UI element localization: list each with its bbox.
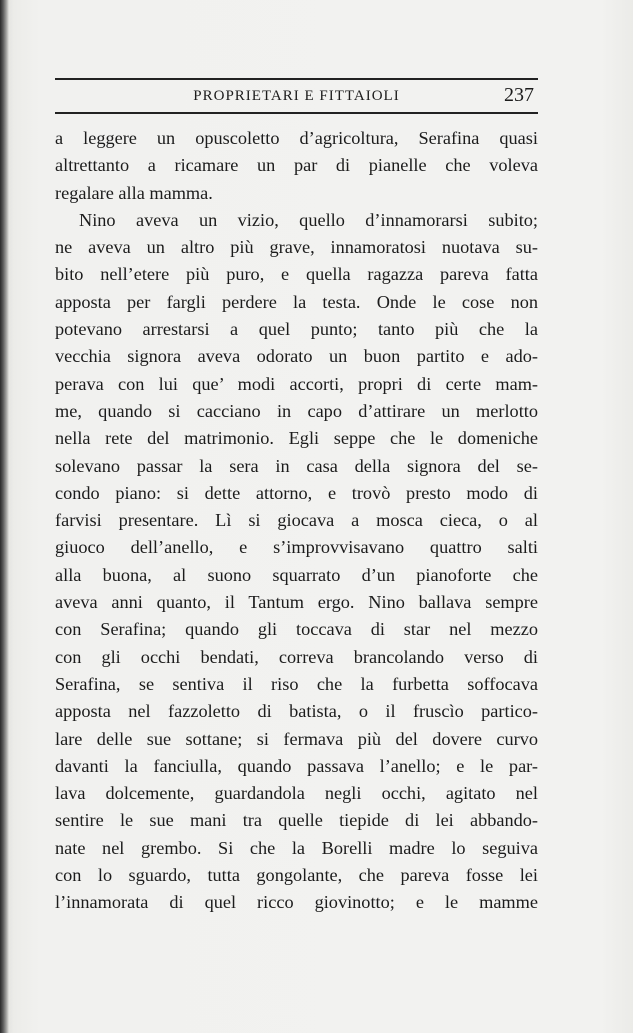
text-line: altrettanto a ricamare un par di pianelle che voleva xyxy=(55,155,538,176)
text-line: nate nel grembo. Si che la Borelli madre lo seguiva xyxy=(55,837,538,858)
text-line: aveva anni quanto, il Tantum ergo. Nino ballava sempre xyxy=(55,592,538,613)
text-line: con gli occhi bendati, correva brancolando verso di xyxy=(55,646,538,667)
text-line: Serafina, se sentiva il riso che la furbetta soffocava xyxy=(55,673,538,694)
text-line: davanti la fanciulla, quando passava l’anello; e le par- xyxy=(55,755,538,776)
text-line: apposta per fargli perdere la testa. Onde le cose non xyxy=(55,291,538,312)
text-line: con lo sguardo, tutta gongolante, che pareva fosse lei xyxy=(55,865,538,886)
text-line: regalare alla mamma. xyxy=(55,182,213,203)
page-header xyxy=(55,78,538,114)
text-line: ne aveva un altro più grave, innamoratosi nuotava su- xyxy=(55,237,538,258)
text-line: l’innamorata di quel ricco giovinotto; e le mamme xyxy=(55,892,538,913)
text-line: alla buona, al suono squarrato d’un pianoforte che xyxy=(55,564,538,585)
text-line: lava dolcemente, guardandola negli occhi, agitato nel xyxy=(55,783,538,804)
text-line: solevano passar la sera in casa della signora del se- xyxy=(55,455,538,476)
text-line: vecchia signora aveva odorato un buon partito e ado- xyxy=(55,346,538,367)
page-number: 237 xyxy=(504,84,534,106)
text-line: lare delle sue sottane; si fermava più del dovere curvo xyxy=(55,728,538,749)
text-line: a leggere un opuscoletto d’agricoltura, Serafina quasi xyxy=(55,128,538,148)
book-spine-shadow xyxy=(0,0,9,1033)
text-line: con Serafina; quando gli toccava di star nel mezzo xyxy=(55,619,538,640)
text-line: perava con lui que’ modi accorti, propri di certe mam- xyxy=(55,373,538,394)
text-line: farvisi presentare. Lì si giocava a mosca cieca, o al xyxy=(55,510,538,531)
text-line: giuoco dell’anello, e s’improvvisavano quattro salti xyxy=(55,537,538,558)
running-title: PROPRIETARI E FITTAIOLI xyxy=(193,88,400,104)
text-line: Nino aveva un vizio, quello d’innamorarsi subito; xyxy=(79,209,538,230)
text-line: sentire le sue mani tra quelle tiepide di lei abbando- xyxy=(55,810,538,831)
header-bottom-rule xyxy=(55,112,538,114)
text-line: me, quando si cacciano in capo d’attirare un merlotto xyxy=(55,400,538,421)
text-line: bito nell’etere più puro, e quella ragazza pareva fatta xyxy=(55,264,538,285)
text-line: potevano arrestarsi a quel punto; tanto più che la xyxy=(55,319,538,340)
text-line: apposta nel fazzoletto di batista, o il fruscìo partico- xyxy=(55,701,538,722)
text-line: nella rete del matrimonio. Egli seppe che le domeniche xyxy=(55,428,538,449)
text-line: condo piano: si dette attorno, e trovò presto modo di xyxy=(55,482,538,503)
header-top-rule xyxy=(55,78,538,80)
body-text xyxy=(55,125,538,917)
